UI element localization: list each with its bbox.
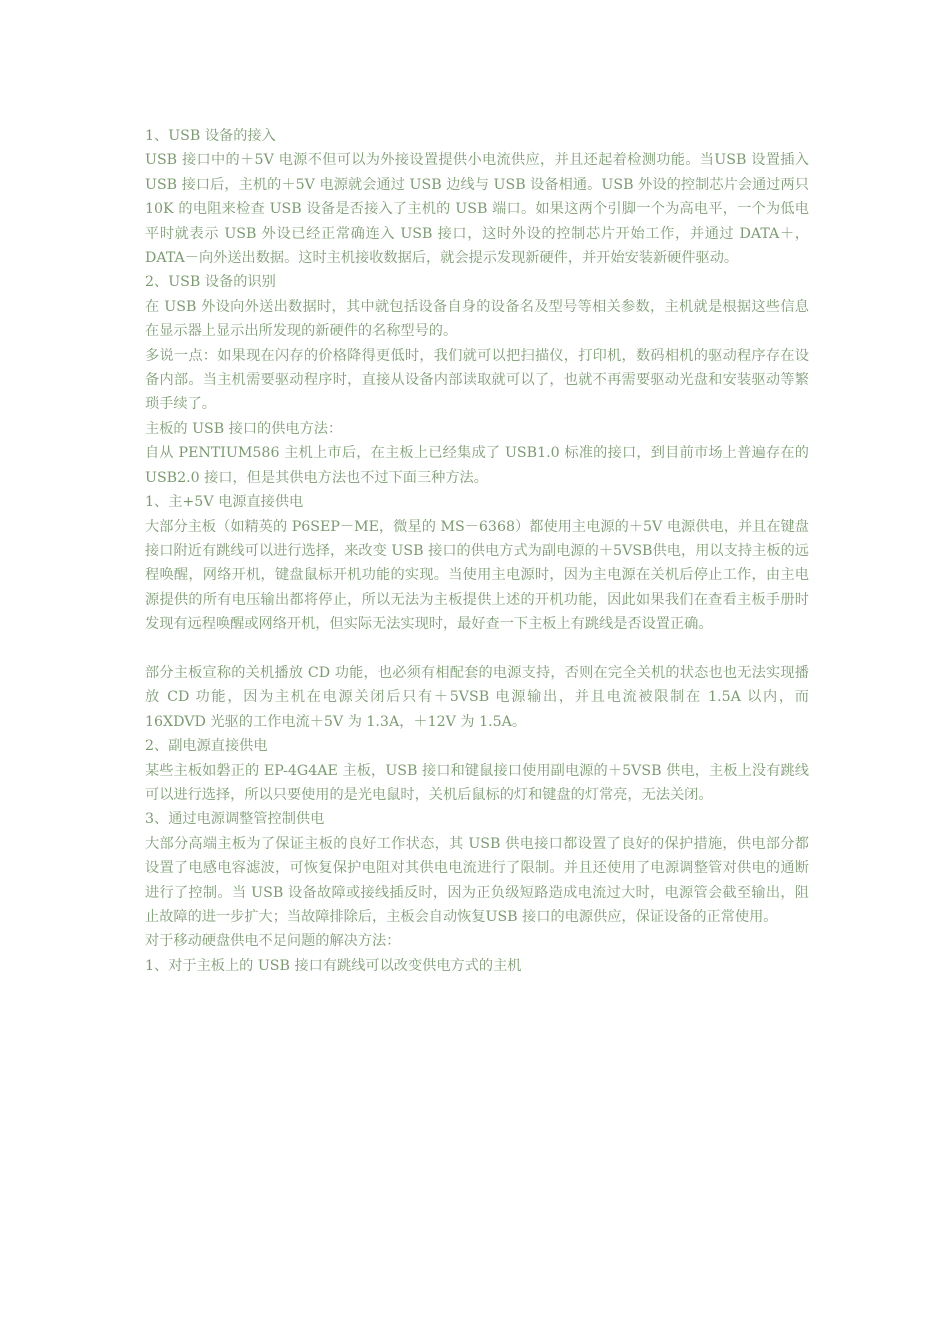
paragraph-regulator-control: 大部分高端主板为了保证主板的良好工作状态，其 USB 供电接口都设置了良好的保护措施，供电部分都设置了电感电容滤波，可恢复保护电阻对其供电电流进行了限制。并且还使用了电源调整管对供电的通断进行了控制。当 USB 设备故障或接线插反时，因为正负级短路造成电流过大时，电源管会截至输出，阻止故障的进一步扩大；当故障排除后，主板会自动恢复USB 接口的电源供应，保证设备的正常使用。 [145, 835, 809, 925]
heading-standby-power: 2、副电源直接供电 [145, 738, 268, 755]
heading-hdd-power-solutions: 对于移动硬盘供电不足问题的解决方法： [145, 933, 401, 950]
heading-usb-identification: 2、USB 设备的识别 [145, 274, 276, 291]
paragraph-usb-identification: 在 USB 外设向外送出数据时，其中就包括设备自身的设备名及型号等相关参数，主机就是根据这些信息在显示器上显示出所发现的新硬件的名称型号的。 [145, 298, 809, 340]
paragraph-extra-note: 多说一点：如果现在闪存的价格降得更低时，我们就可以把扫描仪，打印机，数码相机的驱动程序存在设备内部。当主机需要驱动程序时，直接从设备内部读取就可以了，也就不再需要驱动光盘和安装驱动等繁琐手续了。 [145, 347, 809, 413]
blank-line [145, 637, 809, 661]
paragraph-standby-power: 某些主板如磐正的 EP-4G4AE 主板，USB 接口和键鼠接口使用副电源的＋5VSB 供电，主板上没有跳线可以进行选择，所以只要使用的是光电鼠时，关机后鼠标的灯和键盘的灯常亮，无法关闭。 [145, 762, 809, 803]
heading-regulator-control: 3、通过电源调整管控制供电 [145, 811, 325, 828]
heading-usb-connection: 1、USB 设备的接入 [145, 128, 276, 144]
paragraph-power-methods: 自从 PENTIUM586 主机上市后，在主板上已经集成了 USB1.0 标准的接口，到目前市场上普遍存在的 USB2.0 接口，但是其供电方法也不过下面三种方法。 [145, 445, 809, 486]
heading-power-methods: 主板的 USB 接口的供电方法： [145, 420, 343, 437]
paragraph-usb-connection: USB 接口中的＋5V 电源不但可以为外接设置提供小电流供应，并且还起着检测功能。当USB 设置插入 USB 接口后，主机的＋5V 电源就会通过 USB 边线与 USB 设备相通。USB 外设的控制芯片会通过两只 10K 的电阻来检查 USB 设备是否接入了主机的 USB 端口。如果这两个引脚一个为高电平，一个为低电平时就表示 USB 外设已经正常确连入 USB 接口，这时外设的控制芯片开始工作，并通过 DATA＋，DATA－向外送出数据。这时主机接收数据后，就会提示发现新硬件，并开始安装新硬件驱动。 [145, 152, 809, 267]
paragraph-jumper-solution: 1、对于主板上的 USB 接口有跳线可以改变供电方式的主机 [145, 957, 522, 974]
heading-main-power: 1、主+5V 电源直接供电 [145, 494, 304, 511]
document-body [145, 124, 809, 978]
paragraph-cd-playback: 部分主板宣称的关机播放 CD 功能，也必须有相配套的电源支持，否则在完全关机的状态也也无法实现播放 CD 功能，因为主机在电源关闭后只有＋5VSB 电源输出，并且电流被限制在 1.5A 以内，而 16XDVD 光驱的工作电流＋5V 为 1.3A，＋12V 为 1.5A。 [145, 664, 809, 730]
paragraph-main-power: 大部分主板（如精英的 P6SEP－ME，微星的 MS－6368）都使用主电源的＋5V 电源供电，并且在键盘接口附近有跳线可以进行选择，来改变 USB 接口的供电方式为副电源的＋5VSB供电，用以支持主板的远程唤醒，网络开机，键盘鼠标开机功能的实现。当使用主电源时，因为主电源在关机后停止工作，由主电源提供的所有电压输出都将停止，所以无法为主板提供上述的开机功能，因此如果我们在查看主板手册时发现有远程唤醒或网络开机，但实际无法实现时，最好查一下主板上有跳线是否设置正确。 [145, 518, 809, 633]
